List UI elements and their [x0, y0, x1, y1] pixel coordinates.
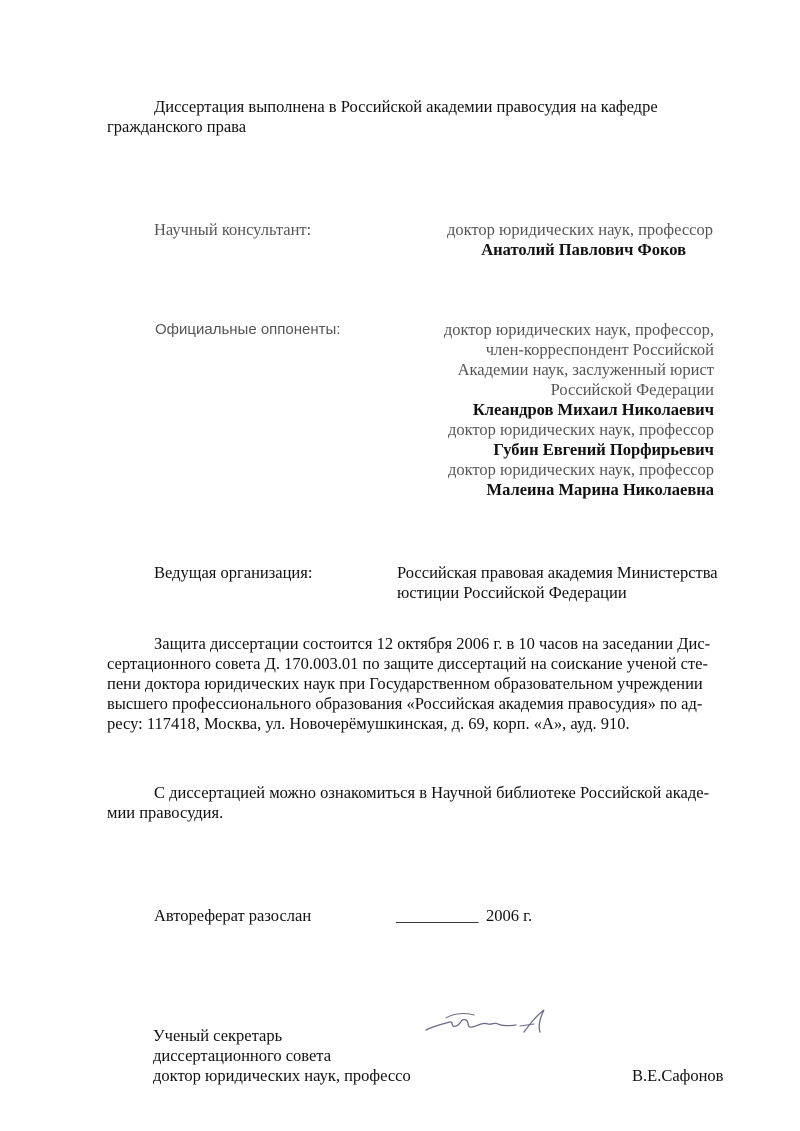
consultant-label: Научный консультант:	[154, 220, 312, 239]
intro-line: Диссертация выполнена в Российской академии правосудия на кафедре	[154, 97, 658, 116]
intro-line: гражданского права	[107, 117, 247, 136]
opponent-line: Российской Федерации	[550, 380, 714, 399]
defense-line: высшего профессионального образования «Российская академия правосудия» по ад-	[107, 694, 703, 713]
opponents-list	[380, 320, 714, 500]
defense-paragraph	[107, 634, 739, 734]
secretary-line: Ученый секретарь	[153, 1026, 283, 1045]
library-line: мии правосудия.	[107, 803, 224, 822]
secretary-name: В.Е.Сафонов	[632, 1066, 724, 1085]
leading-org-line: юстиции Российской Федерации	[397, 583, 627, 602]
consultant-degree: доктор юридических наук, профессор	[446, 220, 713, 239]
secretary-block	[153, 1026, 473, 1086]
defense-line: сертационного совета Д. 170.003.01 по защите диссертаций на соискание ученой сте-	[107, 654, 708, 673]
intro-paragraph	[107, 97, 717, 137]
opponent-line: член-корреспондент Российской	[485, 340, 714, 359]
opponent-line: доктор юридических наук, профессор	[447, 420, 714, 439]
defense-line: пени доктора юридических наук при Государственном образовательном учреждении	[107, 674, 703, 693]
leading-org-value	[397, 563, 747, 603]
opponent-name: Губин Евгений Порфирьевич	[493, 440, 714, 459]
opponent-line: доктор юридических наук, профессор	[447, 460, 714, 479]
opponent-line: Академии наук, заслуженный юрист	[457, 360, 714, 379]
opponent-line: доктор юридических наук, профессор,	[443, 320, 714, 339]
opponent-name: Малеина Марина Николаевна	[486, 480, 714, 499]
opponents-label: Официальные оппоненты:	[155, 321, 341, 338]
abstract-sent-blank: __________	[396, 906, 479, 925]
secretary-line: диссертационного совета	[153, 1046, 332, 1065]
defense-line: Защита диссертации состоится 12 октября 2006 г. в 10 часов на заседании Дис-	[154, 634, 711, 653]
leading-org-label: Ведущая организация:	[154, 563, 313, 582]
secretary-line: доктор юридических наук, профессо	[153, 1066, 411, 1085]
defense-line: ресу: 117418, Москва, ул. Новочерёмушкинская, д. 69, корп. «А», ауд. 910.	[107, 714, 630, 733]
opponent-name: Клеандров Михаил Николаевич	[472, 400, 714, 419]
abstract-sent-label: Автореферат разослан	[154, 906, 312, 925]
library-line: С диссертацией можно ознакомиться в Научной библиотеке Российской акаде-	[154, 783, 710, 802]
abstract-sent-year: 2006 г.	[486, 906, 533, 925]
consultant-name: Анатолий Павлович Фоков	[481, 240, 686, 259]
library-paragraph	[107, 783, 739, 823]
leading-org-line: Российская правовая академия Министерства	[397, 563, 718, 582]
